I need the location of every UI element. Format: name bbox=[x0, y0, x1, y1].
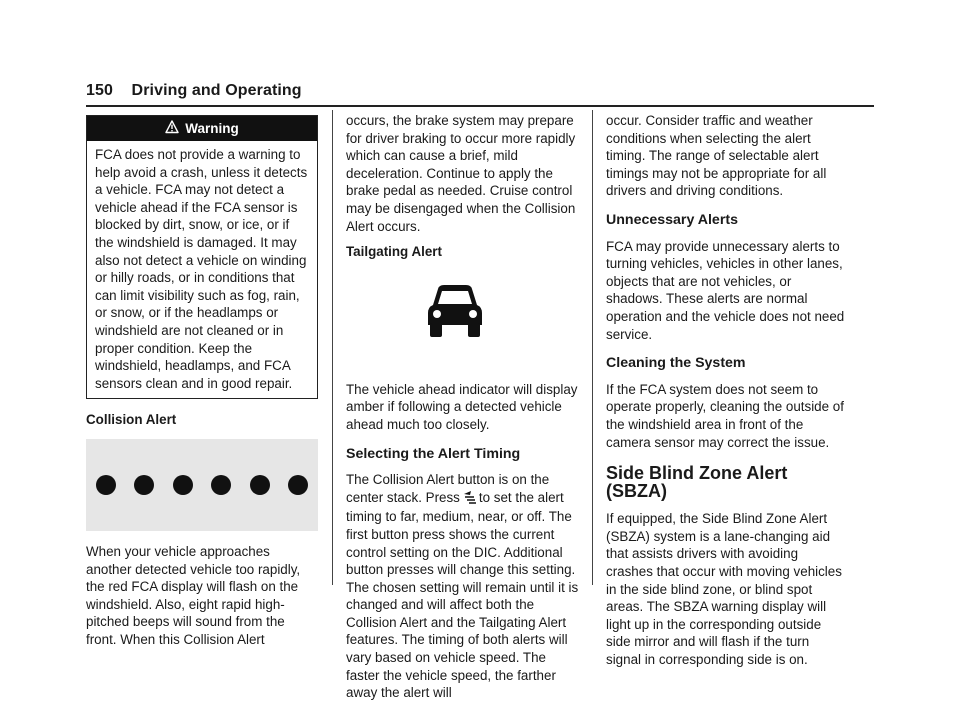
sbza-text: If equipped, the Side Blind Zone Alert (SBZA) system is a lane-changing aid that assists drivers with avoiding crashes that occur with moving vehicles in the side blind zone, or blind spot areas. The SBZA warning display will light up in the corresponding outside side mirror and will flash if the turn signal in corresponding side is on. bbox=[606, 511, 842, 668]
cleaning-system-text: If the FCA system does not seem to operate properly, cleaning the outside of the windshield area in front of the camera sensor may correct the issue. bbox=[606, 381, 844, 450]
tailgating-alert-text: The vehicle ahead indicator will display amber if following a detected vehicle ahead much too closely. bbox=[346, 381, 578, 432]
warning-box bbox=[86, 115, 318, 399]
section-title: Driving and Operating bbox=[131, 82, 302, 99]
alert-timing-text bbox=[346, 471, 582, 702]
alert-timing-heading: Selecting the Alert Timing bbox=[346, 445, 521, 462]
column-divider bbox=[332, 110, 333, 585]
column-1 bbox=[86, 115, 318, 656]
alert-timing-text-a: The Collision Alert button is on the center stack. Press bbox=[346, 472, 550, 505]
vehicle-ahead-indicator bbox=[346, 269, 582, 371]
unnecessary-alerts-text: FCA may provide unnecessary alerts to turning vehicles, vehicles in other lanes, objects that are not vehicles, or shadows. These alerts are normal operation and the vehicle does not need service. bbox=[606, 238, 845, 342]
alert-dot bbox=[134, 475, 154, 495]
page-number: 150 bbox=[86, 82, 113, 99]
column-3 bbox=[606, 112, 846, 677]
collision-alert-heading: Collision Alert bbox=[86, 412, 177, 428]
warning-title: Warning bbox=[185, 121, 239, 136]
vehicle-ahead-icon bbox=[424, 281, 486, 341]
alert-dot bbox=[250, 475, 270, 495]
alert-timing-text-b: to set the alert timing to far, medium, near, or off. The first button press shows the current control setting on the DIC. Additional button presses will change this setting. The chosen setting will remain until it is changed and will affect both the Collision Alert and the Tailgating Alert features. The timing of both alerts will vary based on vehicle speed. The faster the vehicle speed, the farther away the alert will bbox=[346, 489, 579, 701]
cleaning-system-heading: Cleaning the System bbox=[606, 355, 746, 372]
column-2 bbox=[346, 112, 582, 710]
warning-header bbox=[87, 116, 317, 141]
collision-continued-text: occurs, the brake system may prepare for driver braking to occur more rapidly which can cause a brief, mild deceleration. Continue to apply the brake pedal as needed. Cruise control may be disengaged when the Collision Alert occurs. bbox=[346, 113, 576, 234]
collision-alert-timing-icon bbox=[462, 489, 477, 509]
collision-alert-display bbox=[86, 439, 318, 531]
unnecessary-alerts-heading: Unnecessary Alerts bbox=[606, 211, 738, 228]
header-rule bbox=[86, 105, 874, 107]
warning-text: FCA does not provide a warning to help avoid a crash, unless it detects a vehicle. FCA may not detect a vehicle ahead if the FCA sensor is blocked by dirt, snow, or ice, or if the windshield is damaged. It may also not detect a vehicle on winding or hilly roads, or in conditions that can limit visibility such as fog, rain, or snow, or if the headlamps or windshield are not cleaned or in proper condition. Keep the windshield, headlamps, and FCA sensors clean and in good repair. bbox=[95, 147, 308, 391]
alert-dot bbox=[173, 475, 193, 495]
alert-dot bbox=[211, 475, 231, 495]
column-divider bbox=[592, 110, 593, 585]
tailgating-alert-heading: Tailgating Alert bbox=[346, 244, 442, 260]
alert-dot bbox=[96, 475, 116, 495]
page-header bbox=[86, 82, 302, 100]
warning-triangle-icon bbox=[165, 117, 179, 142]
collision-alert-text: When your vehicle approaches another detected vehicle too rapidly, the red FCA display will flash on the windshield. Also, eight rapid high-pitched beeps will sound from the front. When this Collision Alert bbox=[86, 543, 301, 647]
alert-dot bbox=[288, 475, 308, 495]
timing-continued-text: occur. Consider traffic and weather conditions when selecting the alert timing. The range of selectable alert timings may not be appropriate for all drivers and driving conditions. bbox=[606, 113, 827, 199]
sbza-heading: Side Blind Zone Alert (SBZA) bbox=[606, 463, 788, 501]
